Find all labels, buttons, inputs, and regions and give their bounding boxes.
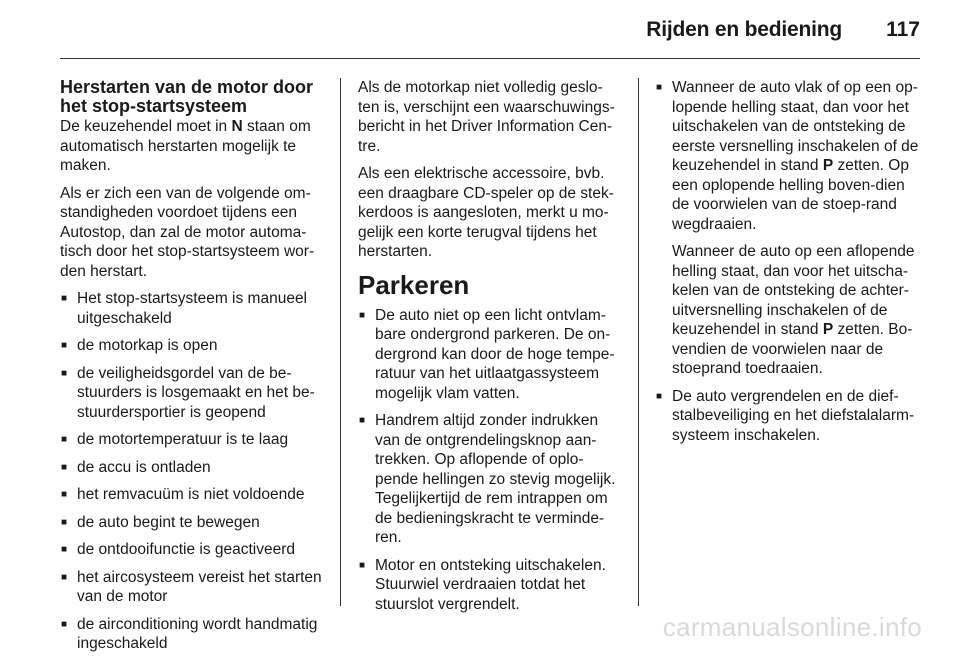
section-heading-restart: Herstarten van de motor door het stop-startsysteem — [60, 77, 314, 116]
column-3 — [655, 78, 923, 453]
list-item: ■ het remvacuüm is niet voldoende — [60, 485, 326, 505]
list-item: ■ Handrem altijd zonder indrukken van de ontgrendelingsknop aan-trekken. Op aflopende of oplo-pende hellingen zo stevig mogelijk. Tegelijkertijd de rem intrappen om de bedieningskracht te verminde-ren. — [358, 411, 624, 548]
text-run: zetten. Bo-vendien de voorwielen naar de stoeprand toedraaien. — [672, 321, 913, 377]
parking-list — [358, 306, 624, 615]
list-item: ■ de veiligheidsgordel van de be-stuurders is losgemaakt en het be-stuurdersportier is geopend — [60, 364, 326, 423]
list-item: ■ de airconditioning wordt handmatig ingeschakeld — [60, 615, 326, 654]
list-item: ■ De auto vergrendelen en de dief-stalbeveiliging en het diefstalalarm-systeem inschakelen. — [655, 387, 923, 446]
text-run: Wanneer de auto op een aflopende helling staat, dan voor het uitscha-kelen van de ontsteking de achter-uitversnelling inschakelen of de keuzehendel in stand — [672, 243, 915, 338]
list-item: ■ de ontdooifunctie is geactiveerd — [60, 540, 326, 560]
paragraph-accessory-note: Als een elektrische accessoire, bvb. een draagbare CD-speler op de stek-kerdoos is aangesloten, merkt u mo-gelijk een korte terugval tijdens het herstarten. — [358, 165, 614, 260]
header-title: Rijden en bediening — [646, 18, 842, 41]
gear-letter-p: P — [822, 321, 834, 338]
header-rule — [60, 58, 920, 59]
gear-letter-n: N — [231, 118, 243, 135]
text-run: staan om automatisch herstarten mogelijk te maken. — [60, 118, 311, 174]
column-divider — [340, 78, 341, 606]
list-item-paragraph — [672, 242, 923, 379]
column-1 — [60, 78, 326, 662]
page-header — [0, 0, 960, 60]
paragraph-gear-selector — [60, 117, 326, 176]
list-item: ■ De auto niet op een licht ontvlam-bare ondergrond parkeren. De on-dergrond kan door de hoge tempe-ratuur van het uitlaatgassysteem mogelijk vlam vatten. — [358, 306, 624, 404]
paragraph-hood-warning: Als de motorkap niet volledig geslo-ten is, verschijnt een waarschuwings-bericht in het Driver Information Cen-tre. — [358, 79, 615, 155]
gear-letter-p: P — [822, 157, 834, 174]
list-item: ■ de motortemperatuur is te laag — [60, 430, 326, 450]
list-item: ■ het aircosysteem vereist het starten van de motor — [60, 568, 326, 607]
list-item: ■ de auto begint te bewegen — [60, 513, 326, 533]
list-item: ■ de motorkap is open — [60, 336, 326, 356]
list-item — [655, 78, 923, 379]
watermark: carmanualsonline.info — [662, 612, 922, 642]
paragraph-conditions-intro: Als er zich een van de volgende om-standigheden voordoet tijdens een Autostop, dan zal de motor automa-tisch door het stop-startsysteem wor-den herstart. — [60, 184, 315, 280]
text-run: zetten. Op een oplopende helling boven-dien de voorwielen van de stoep-rand wegdraaien. — [672, 157, 909, 233]
text-run: Wanneer de auto vlak of op een op-lopende helling staat, dan voor het uitschakelen van de ontsteking de eerste versnelling inschakelen of de keuzehendel in stand — [672, 79, 919, 174]
text-run: De keuzehendel moet in — [60, 118, 232, 135]
column-2 — [358, 78, 624, 622]
list-item: ■ de accu is ontladen — [60, 458, 326, 478]
list-item: ■ Motor en ontsteking uitschakelen. Stuurwiel verdraaien totdat het stuurslot vergrendelt. — [358, 556, 624, 615]
page-number: 117 — [886, 18, 920, 41]
conditions-list — [60, 289, 326, 654]
column-divider — [638, 78, 639, 606]
parking-list-continued — [655, 78, 923, 445]
list-item: ■ Het stop-startsysteem is manueel uitgeschakeld — [60, 289, 326, 328]
section-heading-parking: Parkeren — [358, 269, 470, 300]
